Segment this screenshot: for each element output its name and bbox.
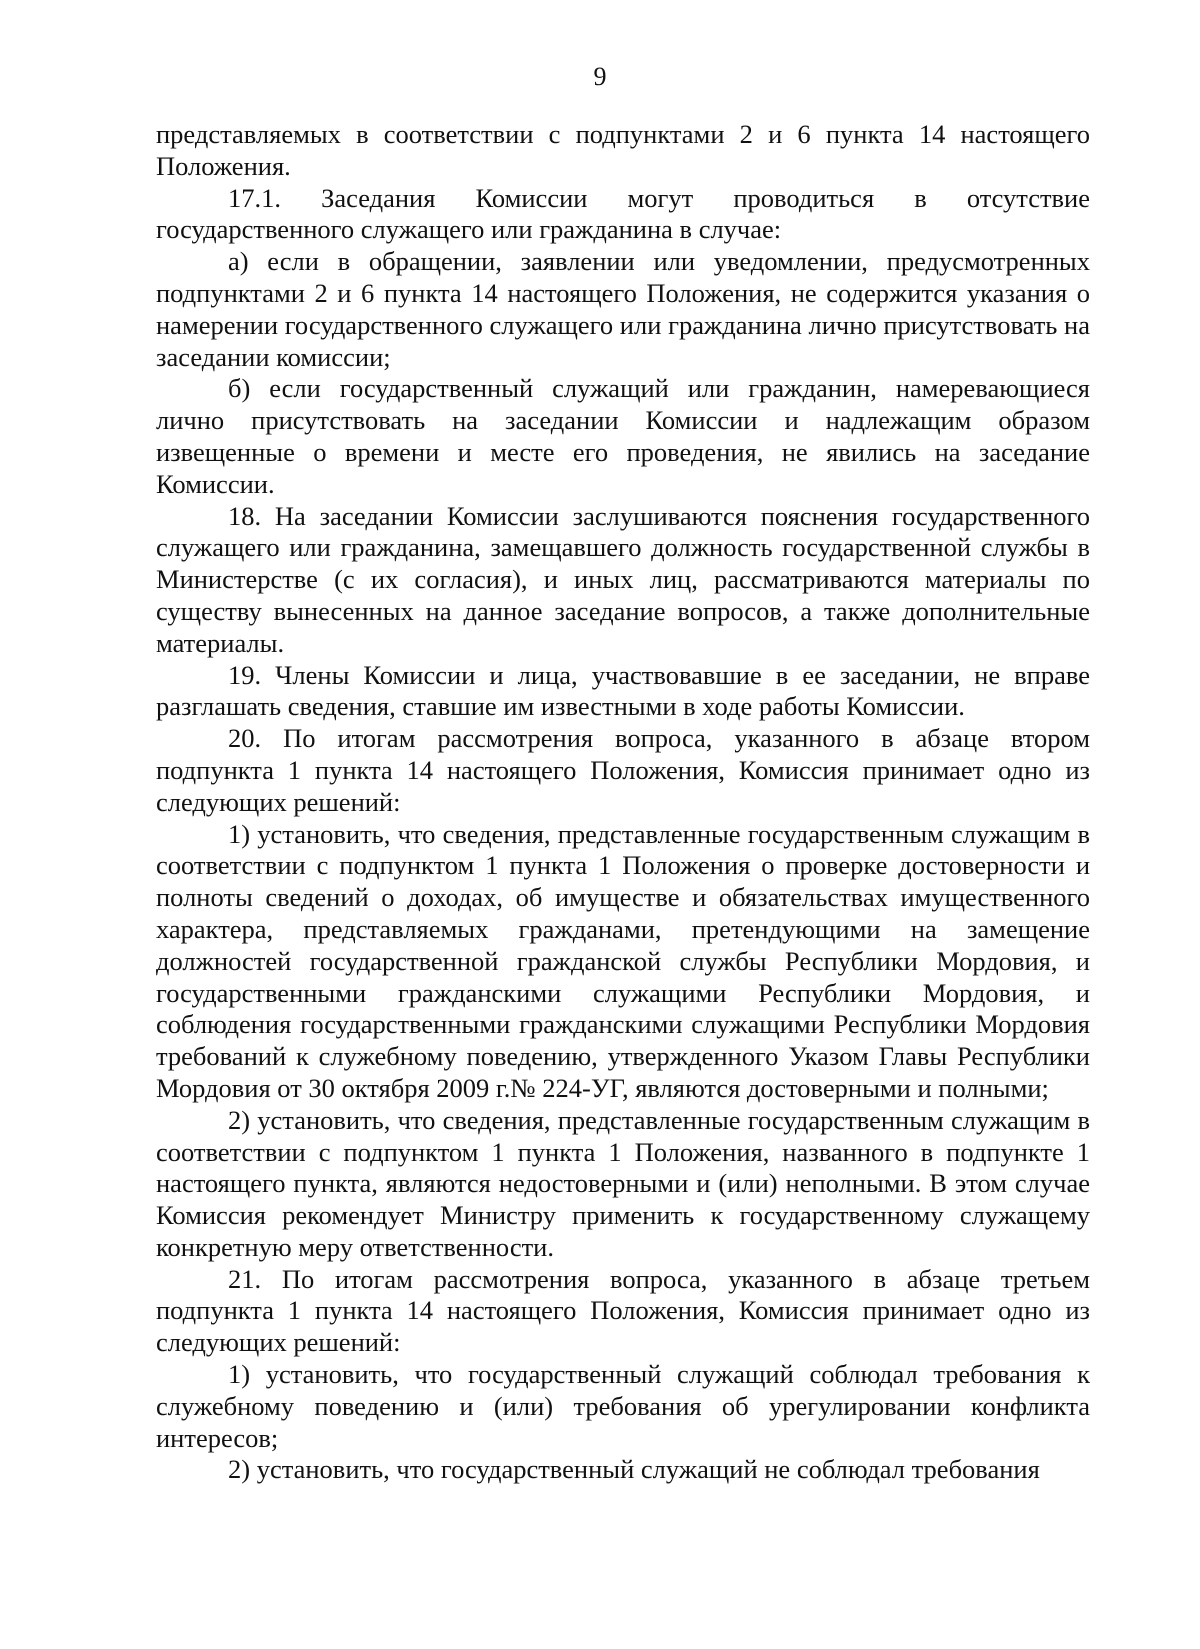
paragraph-17-1-a: а) если в обращении, заявлении или уведомлении, предусмотренных подпунктами 2 и 6 пункта 14 настоящего Положения, не содержится указания о намерении государственного служащего или гражданина лично присутствовать на заседании комиссии; xyxy=(156,246,1090,372)
paragraph-21: 21. По итогам рассмотрения вопроса, указанного в абзаце третьем подпункта 1 пункта 14 настоящего Положения, Комиссия принимает одно из следующих решений: xyxy=(156,1263,1090,1358)
document-body xyxy=(156,119,1090,1486)
paragraph-21-1: 1) установить, что государственный служащий соблюдал требования к служебному поведению и (или) требования об урегулировании конфликта интересов; xyxy=(156,1359,1090,1453)
paragraph-17-1: 17.1. Заседания Комиссии могут проводиться в отсутствие государственного служащего или гражданина в случае: xyxy=(156,182,1090,245)
paragraph-20: 20. По итогам рассмотрения вопроса, указанного в абзаце втором подпункта 1 пункта 14 настоящего Положения, Комиссия принимает одно из следующих решений: xyxy=(156,723,1090,817)
paragraph-continuation: представляемых в соответствии с подпунктами 2 и 6 пункта 14 настоящего Положения. xyxy=(156,119,1090,181)
page-number: 9 xyxy=(593,62,607,91)
paragraph-17-1-b: б) если государственный служащий или гражданин, намеревающиеся лично присутствовать на заседании Комиссии и надлежащим образом извещенные о времени и месте его проведения, не явились на заседание Комиссии. xyxy=(156,373,1090,499)
paragraph-19: 19. Члены Комиссии и лица, участвовавшие в ее заседании, не вправе разглашать сведения, ставшие им известными в ходе работы Комиссии. xyxy=(156,659,1090,722)
paragraph-18: 18. На заседании Комиссии заслушиваются пояснения государственного служащего или гражданина, замещавшего должность государственной службы в Министерстве (с их согласия), и иных лиц, рассматриваются материалы по существу вынесенных на данное заседание вопросов, а также дополнительные материалы. xyxy=(156,500,1090,658)
paragraph-20-1: 1) установить, что сведения, представленные государственным служащим в соответствии с подпунктом 1 пункта 1 Положения о проверке достоверности и полноты сведений о доходах, об имуществе и обязательствах имущественного характера, представляемых гражданами, претендующими на замещение должностей государственной гражданской службы Республики Мордовия, и государственными гражданскими служащими Республики Мордовия, и соблюдения государственными гражданскими служащими Республики Мордовия требований к служебному поведению, утвержденного Указом Главы Республики Мордовия от 30 октября 2009 г.№ 224-УГ, являются достоверными и полными; xyxy=(156,818,1090,1103)
paragraph-21-2: 2) установить, что государственный служащий не соблюдал требования xyxy=(228,1454,1040,1485)
paragraph-20-2: 2) установить, что сведения, представленные государственным служащим в соответствии с подпунктом 1 пункта 1 Положения, названного в подпункте 1 настоящего пункта, являются недостоверными и (или) неполными. В этом случае Комиссия рекомендует Министру применить к государственному служащему конкретную меру ответственности. xyxy=(156,1104,1090,1262)
